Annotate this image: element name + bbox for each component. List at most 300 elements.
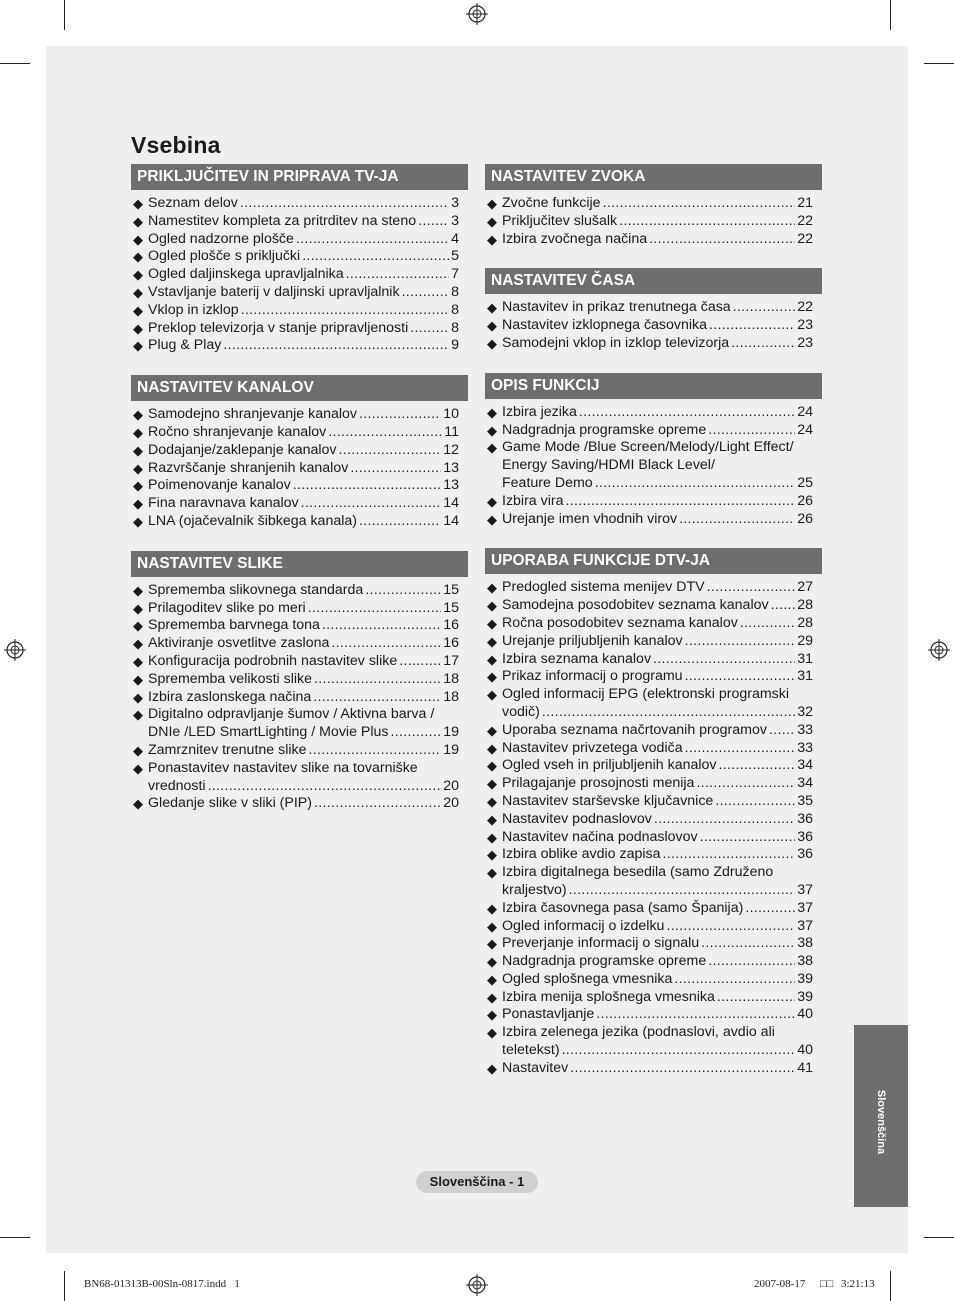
toc-page-number: 32 bbox=[797, 703, 813, 720]
section-header: NASTAVITEV ČASA bbox=[485, 268, 822, 294]
toc-entry-text: vodič) bbox=[502, 703, 540, 720]
toc-entry-text: Feature Demo bbox=[502, 474, 593, 491]
toc-entry-text: Aktiviranje osvetlitve zaslona bbox=[148, 635, 330, 652]
dot-leader bbox=[649, 231, 795, 249]
diamond-bullet-icon: ◆ bbox=[487, 633, 497, 649]
toc-entry-text: kraljestvo) bbox=[502, 881, 567, 898]
toc-page-number: 37 bbox=[797, 881, 813, 898]
diamond-bullet-icon: ◆ bbox=[487, 669, 497, 685]
toc-page-number: 39 bbox=[797, 988, 813, 1005]
toc-page-number: 4 bbox=[451, 230, 459, 247]
toc-entry[interactable] bbox=[485, 953, 822, 971]
toc-entry[interactable] bbox=[485, 846, 822, 864]
dot-leader bbox=[701, 935, 795, 953]
dot-leader bbox=[562, 1042, 796, 1060]
diamond-bullet-icon: ◆ bbox=[487, 687, 497, 703]
toc-page-number: 8 bbox=[451, 319, 459, 336]
dot-leader bbox=[542, 704, 795, 722]
diamond-bullet-icon: ◆ bbox=[487, 1007, 497, 1023]
toc-entry-text: Nadgradnja programske opreme bbox=[502, 421, 707, 438]
diamond-bullet-icon: ◆ bbox=[487, 300, 497, 316]
toc-column-left bbox=[131, 164, 468, 833]
toc-entry-text: Preverjanje informacij o signalu bbox=[502, 935, 700, 952]
dot-leader bbox=[350, 460, 441, 478]
toc-entry[interactable] bbox=[131, 248, 468, 266]
diamond-bullet-icon: ◆ bbox=[487, 989, 497, 1005]
toc-entry[interactable] bbox=[131, 213, 468, 231]
diamond-bullet-icon: ◆ bbox=[487, 793, 497, 809]
registration-mark-icon bbox=[928, 639, 950, 661]
section-header: NASTAVITEV KANALOV bbox=[131, 375, 468, 401]
dot-leader bbox=[719, 757, 796, 775]
toc-entry[interactable] bbox=[485, 918, 822, 936]
toc-page-number: 24 bbox=[797, 403, 813, 420]
toc-entry[interactable] bbox=[131, 635, 468, 653]
toc-page-number: 33 bbox=[797, 739, 813, 756]
dot-leader bbox=[740, 615, 795, 633]
toc-entry-text: Prilagoditev slike po meri bbox=[148, 599, 306, 616]
diamond-bullet-icon: ◆ bbox=[133, 689, 143, 705]
diamond-bullet-icon: ◆ bbox=[133, 796, 143, 812]
dot-leader bbox=[569, 882, 796, 900]
diamond-bullet-icon: ◆ bbox=[133, 231, 143, 247]
dot-leader bbox=[346, 266, 450, 284]
diamond-bullet-icon: ◆ bbox=[133, 302, 143, 318]
dot-leader bbox=[418, 213, 449, 231]
toc-page-number: 26 bbox=[797, 492, 813, 509]
toc-entry-text: Izbira zaslonskega načina bbox=[148, 688, 312, 705]
toc-entry-text: Vstavljanje baterij v daljinski upravljalnik bbox=[148, 283, 400, 300]
dot-leader bbox=[603, 195, 796, 213]
toc-entry-text: Vklop in izklop bbox=[148, 301, 239, 318]
dot-leader bbox=[771, 597, 796, 615]
section-header: OPIS FUNKCIJ bbox=[485, 373, 822, 399]
toc-page-number: 31 bbox=[797, 668, 813, 685]
toc-entry-text: Sprememba slikovnega standarda bbox=[148, 581, 364, 598]
toc-entry-text: vrednosti bbox=[148, 777, 206, 794]
diamond-bullet-icon: ◆ bbox=[487, 404, 497, 420]
diamond-bullet-icon: ◆ bbox=[133, 513, 143, 529]
dot-leader bbox=[223, 337, 449, 355]
diamond-bullet-icon: ◆ bbox=[487, 196, 497, 211]
toc-page-number: 3 bbox=[451, 212, 459, 229]
toc-entry[interactable] bbox=[485, 231, 822, 249]
toc-entry[interactable] bbox=[131, 320, 468, 338]
toc-page-number: 17 bbox=[443, 652, 459, 669]
diamond-bullet-icon: ◆ bbox=[133, 478, 143, 494]
toc-page-number: 22 bbox=[797, 230, 813, 247]
dot-leader bbox=[708, 953, 795, 971]
dot-leader bbox=[674, 971, 795, 989]
dot-leader bbox=[731, 335, 795, 353]
section-header: NASTAVITEV ZVOKA bbox=[485, 164, 822, 190]
toc-entry[interactable] bbox=[131, 337, 468, 355]
diamond-bullet-icon: ◆ bbox=[487, 1060, 497, 1076]
toc-page-number: 37 bbox=[797, 917, 813, 934]
diamond-bullet-icon: ◆ bbox=[487, 511, 497, 527]
diamond-bullet-icon: ◆ bbox=[487, 651, 497, 667]
toc-page-number: 39 bbox=[797, 970, 813, 987]
toc-entry-text: Urejanje priljubljenih kanalov bbox=[502, 632, 683, 649]
toc-page-number: 36 bbox=[797, 810, 813, 827]
dot-leader bbox=[359, 513, 441, 531]
toc-entry[interactable] bbox=[485, 1024, 822, 1060]
toc-entry[interactable] bbox=[485, 633, 822, 651]
footer-file: BN68-01313B-00Sln-0817.indd 1 bbox=[84, 1278, 240, 1290]
toc-entry[interactable] bbox=[485, 299, 822, 317]
dot-leader bbox=[663, 846, 796, 864]
toc-page-number: 27 bbox=[797, 579, 813, 596]
toc-section bbox=[485, 373, 822, 529]
dot-leader bbox=[566, 493, 796, 511]
toc-entry-text: Nastavitev bbox=[502, 1059, 569, 1076]
toc-page-number: 19 bbox=[443, 724, 459, 741]
dot-leader bbox=[302, 248, 449, 266]
toc-entry-text: Samodejni vklop in izklop televizorja bbox=[502, 334, 730, 351]
dot-leader bbox=[619, 213, 795, 231]
diamond-bullet-icon: ◆ bbox=[133, 707, 143, 723]
toc-page-number: 20 bbox=[443, 777, 459, 794]
toc-entry-text: Ogled splošnega vmesnika bbox=[502, 970, 673, 987]
toc-page-number: 24 bbox=[797, 421, 813, 438]
toc-entry[interactable] bbox=[131, 424, 468, 442]
toc-page-number: 38 bbox=[797, 953, 813, 970]
dot-leader bbox=[314, 671, 441, 689]
toc-page-number: 40 bbox=[797, 1006, 813, 1023]
toc-entry-text: Dodajanje/zaklepanje kanalov bbox=[148, 441, 337, 458]
toc-page-number: 33 bbox=[797, 721, 813, 738]
toc-section bbox=[131, 164, 468, 355]
toc-entry-text: Prikaz informacij o programu bbox=[502, 668, 683, 685]
toc-entry[interactable] bbox=[485, 439, 822, 492]
registration-mark-icon bbox=[466, 1274, 488, 1296]
toc-entry-text: Ročna posodobitev seznama kanalov bbox=[502, 614, 738, 631]
toc-entry[interactable] bbox=[485, 317, 822, 335]
diamond-bullet-icon: ◆ bbox=[133, 338, 143, 354]
diamond-bullet-icon: ◆ bbox=[487, 598, 497, 614]
diamond-bullet-icon: ◆ bbox=[487, 422, 497, 438]
toc-entry[interactable] bbox=[485, 971, 822, 989]
dot-leader bbox=[331, 635, 441, 653]
diamond-bullet-icon: ◆ bbox=[487, 580, 497, 596]
dot-leader bbox=[700, 829, 796, 847]
toc-entry-text: Uporaba seznama načrtovanih programov bbox=[502, 721, 767, 738]
toc-entry[interactable] bbox=[485, 668, 822, 686]
page-title: Vsebina bbox=[131, 132, 221, 158]
toc-entry-text: Ogled plošče s priključki bbox=[148, 248, 301, 265]
toc-entry[interactable] bbox=[131, 231, 468, 249]
dot-leader bbox=[685, 633, 796, 651]
toc-page-number: 22 bbox=[797, 212, 813, 229]
footer-date: 2007-08-17 bbox=[754, 1278, 806, 1290]
crop-mark bbox=[0, 1237, 30, 1238]
dot-leader bbox=[666, 918, 795, 936]
dot-leader bbox=[402, 284, 450, 302]
diamond-bullet-icon: ◆ bbox=[487, 776, 497, 792]
toc-entry[interactable] bbox=[485, 1060, 822, 1078]
section-header: PRIKLJUČITEV IN PRIPRAVA TV-JA bbox=[131, 164, 468, 190]
toc-entry-text: Izbira zelenega jezika (podnaslovi, avdio ali bbox=[502, 1024, 775, 1041]
toc-entry-text: Ponastavljanje bbox=[502, 1006, 595, 1023]
diamond-bullet-icon: ◆ bbox=[133, 213, 143, 229]
toc-page-number: 18 bbox=[443, 670, 459, 687]
toc-page-number: 23 bbox=[797, 334, 813, 351]
toc-entry[interactable] bbox=[485, 829, 822, 847]
toc-page-number: 8 bbox=[451, 301, 459, 318]
diamond-bullet-icon: ◆ bbox=[487, 918, 497, 934]
toc-entry[interactable] bbox=[485, 740, 822, 758]
toc-entry-text: Ogled informacij o izdelku bbox=[502, 917, 665, 934]
toc-section bbox=[485, 548, 822, 1077]
toc-entry[interactable] bbox=[131, 513, 468, 531]
dot-leader bbox=[293, 477, 441, 495]
dot-leader bbox=[313, 689, 441, 707]
dot-leader bbox=[240, 195, 449, 213]
toc-page-number: 37 bbox=[797, 899, 813, 916]
toc-entry[interactable] bbox=[131, 760, 468, 796]
crop-mark bbox=[0, 63, 30, 64]
diamond-bullet-icon: ◆ bbox=[487, 971, 497, 987]
toc-entry-text: Predogled sistema menijev DTV bbox=[502, 579, 705, 596]
toc-entry-text: Zamrznitev trenutne slike bbox=[148, 741, 307, 758]
crop-mark bbox=[64, 1271, 65, 1301]
toc-page-number: 9 bbox=[451, 337, 459, 354]
dot-leader bbox=[733, 299, 796, 317]
dot-leader bbox=[596, 1006, 795, 1024]
dot-leader bbox=[365, 582, 441, 600]
diamond-bullet-icon: ◆ bbox=[133, 618, 143, 634]
toc-entry-text: teletekst) bbox=[502, 1042, 560, 1059]
toc-entry[interactable] bbox=[485, 579, 822, 597]
diamond-bullet-icon: ◆ bbox=[133, 496, 143, 512]
toc-entry-text: Ogled informacij EPG (elektronski programski bbox=[502, 686, 789, 703]
toc-entry[interactable] bbox=[485, 422, 822, 440]
toc-entry[interactable] bbox=[131, 617, 468, 635]
dot-leader bbox=[308, 600, 442, 618]
toc-page-number: 22 bbox=[797, 299, 813, 316]
toc-entry[interactable] bbox=[485, 335, 822, 353]
toc-entry-text: Urejanje imen vhodnih virov bbox=[502, 510, 678, 527]
toc-entry[interactable] bbox=[485, 1006, 822, 1024]
toc-entry-text: Nastavitev privzetega vodiča bbox=[502, 739, 683, 756]
section-header: UPORABA FUNKCIJE DTV-JA bbox=[485, 548, 822, 574]
diamond-bullet-icon: ◆ bbox=[133, 442, 143, 458]
toc-entry[interactable] bbox=[485, 775, 822, 793]
toc-entry-text: Konfiguracija podrobnih nastavitev slike bbox=[148, 652, 398, 669]
toc-entry-text: Nastavitev načina podnaslovov bbox=[502, 828, 698, 845]
toc-entry[interactable] bbox=[485, 864, 822, 900]
diamond-bullet-icon: ◆ bbox=[133, 760, 143, 776]
toc-section bbox=[485, 268, 822, 352]
toc-entry-text: Gledanje slike v sliki (PIP) bbox=[148, 795, 312, 812]
diamond-bullet-icon: ◆ bbox=[487, 335, 497, 351]
toc-entry[interactable] bbox=[131, 442, 468, 460]
toc-page-number: 41 bbox=[797, 1059, 813, 1076]
dot-leader bbox=[339, 442, 442, 460]
toc-entry-text: Izbira vira bbox=[502, 492, 564, 509]
diamond-bullet-icon: ◆ bbox=[133, 407, 143, 423]
toc-page-number: 19 bbox=[443, 741, 459, 758]
toc-entry-text: Sprememba velikosti slike bbox=[148, 670, 313, 687]
toc-page-number: 36 bbox=[797, 846, 813, 863]
dot-leader bbox=[410, 320, 449, 338]
diamond-bullet-icon: ◆ bbox=[487, 722, 497, 738]
toc-page-number: 14 bbox=[443, 512, 459, 529]
toc-entry-text: Izbira jezika bbox=[502, 403, 577, 420]
dot-leader bbox=[709, 317, 795, 335]
dot-leader bbox=[685, 740, 796, 758]
toc-entry[interactable] bbox=[131, 671, 468, 689]
toc-entry[interactable] bbox=[485, 989, 822, 1007]
toc-entry-text: Nastavitev izklopnega časovnika bbox=[502, 317, 708, 334]
dot-leader bbox=[579, 404, 795, 422]
toc-entry-text: Samodejno shranjevanje kanalov bbox=[148, 406, 358, 423]
toc-entry-text: LNA (ojačevalnik šibkega kanala) bbox=[148, 512, 357, 529]
toc-section bbox=[485, 164, 822, 248]
dot-leader bbox=[399, 653, 441, 671]
diamond-bullet-icon: ◆ bbox=[487, 811, 497, 827]
toc-entry-text: Nastavitev podnaslovov bbox=[502, 810, 652, 827]
crop-mark bbox=[890, 1271, 891, 1301]
dot-leader bbox=[314, 795, 441, 813]
toc-entry[interactable] bbox=[131, 653, 468, 671]
section-header: NASTAVITEV SLIKE bbox=[131, 551, 468, 577]
dot-leader bbox=[685, 668, 796, 686]
diamond-bullet-icon: ◆ bbox=[133, 636, 143, 652]
toc-entry[interactable] bbox=[485, 597, 822, 615]
crop-mark bbox=[890, 0, 891, 30]
diamond-bullet-icon: ◆ bbox=[487, 865, 497, 881]
dot-leader bbox=[715, 793, 795, 811]
toc-entry-text: Izbira časovnega pasa (samo Španija) bbox=[502, 899, 744, 916]
toc-entry[interactable] bbox=[485, 404, 822, 422]
toc-entry-text: Seznam delov bbox=[148, 195, 238, 211]
toc-page-number: 36 bbox=[797, 828, 813, 845]
toc-entry[interactable] bbox=[131, 742, 468, 760]
toc-entry[interactable] bbox=[131, 266, 468, 284]
toc-entry[interactable] bbox=[131, 477, 468, 495]
toc-page-number: 40 bbox=[797, 1042, 813, 1059]
toc-entry[interactable] bbox=[131, 284, 468, 302]
toc-entry[interactable] bbox=[131, 706, 468, 742]
toc-page-number: 14 bbox=[443, 495, 459, 512]
toc-entry[interactable] bbox=[131, 406, 468, 424]
toc-page-number: 7 bbox=[451, 266, 459, 283]
toc-section bbox=[131, 375, 468, 531]
toc-entry[interactable] bbox=[485, 811, 822, 829]
dot-leader bbox=[296, 231, 449, 249]
crop-mark bbox=[64, 0, 65, 30]
toc-entry[interactable] bbox=[485, 615, 822, 633]
dot-leader bbox=[696, 775, 795, 793]
toc-page-number: 10 bbox=[443, 406, 459, 423]
toc-entry[interactable] bbox=[485, 722, 822, 740]
toc-entry[interactable] bbox=[131, 302, 468, 320]
diamond-bullet-icon: ◆ bbox=[133, 600, 143, 616]
toc-entry[interactable] bbox=[485, 195, 822, 213]
toc-page-number: 20 bbox=[443, 795, 459, 812]
diamond-bullet-icon: ◆ bbox=[133, 284, 143, 300]
dot-leader bbox=[708, 422, 795, 440]
dot-leader bbox=[301, 495, 442, 513]
dot-leader bbox=[769, 722, 795, 740]
diamond-bullet-icon: ◆ bbox=[133, 653, 143, 669]
diamond-bullet-icon: ◆ bbox=[133, 196, 143, 211]
toc-entry-text: Zvočne funkcije bbox=[502, 195, 601, 211]
toc-page-number: 31 bbox=[797, 650, 813, 667]
dot-leader bbox=[707, 579, 796, 597]
diamond-bullet-icon: ◆ bbox=[487, 936, 497, 952]
toc-page-number: 12 bbox=[443, 441, 459, 458]
toc-entry-text: Game Mode /Blue Screen/Melody/Light Effect/ bbox=[502, 439, 794, 456]
diamond-bullet-icon: ◆ bbox=[487, 954, 497, 970]
toc-entry-text: Namestitev kompleta za pritrditev na steno bbox=[148, 212, 417, 229]
toc-entry[interactable] bbox=[485, 900, 822, 918]
toc-entry-text: Nastavitev starševske ključavnice bbox=[502, 792, 714, 809]
dot-leader bbox=[391, 724, 442, 742]
crop-mark bbox=[924, 1237, 954, 1238]
toc-entry-text: Samodejna posodobitev seznama kanalov bbox=[502, 597, 769, 614]
page-number-pill: Slovenščina - 1 bbox=[416, 1171, 538, 1193]
diamond-bullet-icon: ◆ bbox=[487, 440, 497, 456]
toc-entry-text: Izbira seznama kanalov bbox=[502, 650, 652, 667]
diamond-bullet-icon: ◆ bbox=[487, 231, 497, 247]
toc-page-number: 16 bbox=[443, 635, 459, 652]
toc-entry-text: Priključitev slušalk bbox=[502, 212, 618, 229]
toc-entry[interactable] bbox=[485, 757, 822, 775]
toc-page-number: 8 bbox=[451, 283, 459, 300]
toc-entry[interactable] bbox=[131, 495, 468, 513]
toc-page-number: 28 bbox=[797, 597, 813, 614]
dot-leader bbox=[328, 424, 442, 442]
toc-entry[interactable] bbox=[131, 195, 468, 213]
toc-entry[interactable] bbox=[131, 795, 468, 813]
toc-entry[interactable] bbox=[485, 511, 822, 529]
crop-mark bbox=[924, 63, 954, 64]
toc-entry-text: DNIe /LED SmartLighting / Movie Plus bbox=[148, 724, 389, 741]
toc-entry[interactable] bbox=[131, 600, 468, 618]
diamond-bullet-icon: ◆ bbox=[487, 829, 497, 845]
toc-page-number: 3 bbox=[451, 195, 459, 211]
diamond-bullet-icon: ◆ bbox=[133, 742, 143, 758]
toc-entry[interactable] bbox=[485, 213, 822, 231]
toc-entry[interactable] bbox=[131, 689, 468, 707]
toc-page-number: 38 bbox=[797, 935, 813, 952]
toc-entry[interactable] bbox=[485, 651, 822, 669]
footer-boxes: □□ bbox=[820, 1278, 834, 1290]
diamond-bullet-icon: ◆ bbox=[487, 213, 497, 229]
registration-mark-icon bbox=[466, 3, 488, 25]
dot-leader bbox=[679, 511, 795, 529]
toc-entry[interactable] bbox=[131, 582, 468, 600]
toc-entry-text: Nastavitev in prikaz trenutnega časa bbox=[502, 299, 731, 316]
toc-entry[interactable] bbox=[485, 793, 822, 811]
toc-entry[interactable] bbox=[485, 935, 822, 953]
diamond-bullet-icon: ◆ bbox=[487, 900, 497, 916]
toc-entry[interactable] bbox=[131, 460, 468, 478]
toc-entry-text: Prilagajanje prosojnosti menija bbox=[502, 775, 695, 792]
toc-page-number: 16 bbox=[443, 617, 459, 634]
diamond-bullet-icon: ◆ bbox=[133, 267, 143, 283]
dot-leader bbox=[570, 1060, 795, 1078]
toc-entry-text: Ogled vseh in priljubljenih kanalov bbox=[502, 757, 717, 774]
dot-leader bbox=[717, 989, 795, 1007]
toc-entry[interactable] bbox=[485, 493, 822, 511]
toc-entry[interactable] bbox=[485, 686, 822, 722]
diamond-bullet-icon: ◆ bbox=[487, 615, 497, 631]
dot-leader bbox=[654, 811, 795, 829]
diamond-bullet-icon: ◆ bbox=[487, 847, 497, 863]
